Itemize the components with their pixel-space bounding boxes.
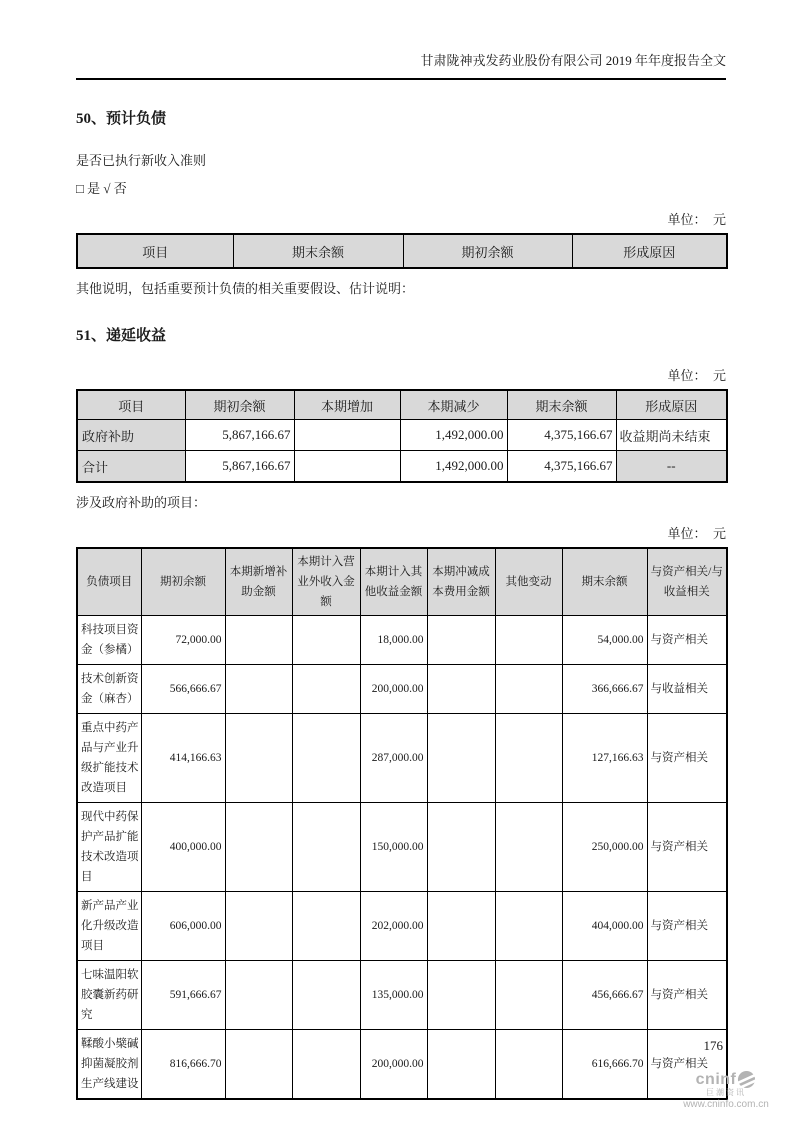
column-header-cost-offset: 本期冲减成本费用金额 (427, 548, 495, 616)
new-subsidy-cell (225, 892, 292, 961)
closing-balance-cell: 366,666.67 (562, 665, 647, 714)
non-operating-income-cell (292, 961, 360, 1030)
project-name-cell: 科技项目资金（参橘） (77, 616, 141, 665)
closing-balance-cell: 250,000.00 (562, 803, 647, 892)
other-changes-cell (495, 665, 562, 714)
cost-offset-cell (427, 892, 495, 961)
column-header-non-operating-income: 本期计入营业外收入金额 (292, 548, 360, 616)
government-subsidy-table (76, 547, 728, 1100)
non-operating-income-cell (292, 803, 360, 892)
other-income-cell: 18,000.00 (360, 616, 427, 665)
provisions-table-header-row (77, 234, 727, 268)
column-header-item: 项目 (77, 390, 185, 420)
decrease-cell: 1,492,000.00 (400, 451, 507, 483)
opening-balance-cell: 606,000.00 (141, 892, 225, 961)
unit-label-deferred: 单位： 元 (667, 368, 726, 383)
new-subsidy-cell (225, 1030, 292, 1100)
new-subsidy-cell (225, 803, 292, 892)
column-header-closing-balance: 期末余额 (562, 548, 647, 616)
other-changes-cell (495, 892, 562, 961)
unit-label-subsidy: 单位： 元 (667, 526, 726, 541)
section-50-title: 50、预计负债 (76, 111, 167, 127)
table-row (77, 1030, 727, 1100)
relation-cell: 与资产相关 (647, 1030, 727, 1100)
column-header-increase: 本期增加 (294, 390, 400, 420)
page-number: 176 (703, 1038, 723, 1053)
increase-cell (294, 451, 400, 483)
table-row (77, 714, 727, 803)
column-header-opening-balance: 期初余额 (185, 390, 294, 420)
column-header-reason: 形成原因 (572, 234, 727, 268)
other-income-cell: 200,000.00 (360, 1030, 427, 1100)
table-row (77, 665, 727, 714)
column-header-decrease: 本期减少 (400, 390, 507, 420)
table-row (77, 961, 727, 1030)
closing-balance-cell: 4,375,166.67 (507, 451, 616, 483)
column-header-opening-balance: 期初余额 (403, 234, 572, 268)
column-header-closing-balance: 期末余额 (507, 390, 616, 420)
column-header-other-changes: 其他变动 (495, 548, 562, 616)
cost-offset-cell (427, 616, 495, 665)
non-operating-income-cell (292, 616, 360, 665)
provisions-note: 其他说明，包括重要预计负债的相关重要假设、估计说明： (76, 281, 415, 296)
unit-label-provisions: 单位： 元 (667, 212, 726, 227)
opening-balance-cell: 591,666.67 (141, 961, 225, 1030)
report-header-title: 甘肃陇神戎发药业股份有限公司 2019 年年度报告全文 (420, 53, 726, 68)
opening-balance-cell: 5,867,166.67 (185, 420, 294, 451)
other-changes-cell (495, 803, 562, 892)
cost-offset-cell (427, 665, 495, 714)
project-name-cell: 七味温阳软胶囊新药研究 (77, 961, 141, 1030)
reason-cell: 收益期尚未结束 (616, 420, 727, 451)
cninfo-brand-text: cninf (695, 1070, 737, 1088)
project-name-cell: 重点中药产品与产业升级扩能技术改造项目 (77, 714, 141, 803)
deferred-income-table (76, 389, 728, 483)
opening-balance-cell: 72,000.00 (141, 616, 225, 665)
project-name-cell: 技术创新资金（麻杏） (77, 665, 141, 714)
row-label: 政府补助 (77, 420, 185, 451)
other-income-cell: 150,000.00 (360, 803, 427, 892)
relation-cell: 与收益相关 (647, 665, 727, 714)
other-changes-cell (495, 616, 562, 665)
subsidy-caption: 涉及政府补助的项目： (76, 495, 207, 510)
cninfo-brand-row (667, 1070, 785, 1089)
non-operating-income-cell (292, 1030, 360, 1100)
non-operating-income-cell (292, 714, 360, 803)
other-changes-cell (495, 961, 562, 1030)
cost-offset-cell (427, 1030, 495, 1100)
column-header-liability-item: 负债项目 (77, 548, 141, 616)
other-income-cell: 200,000.00 (360, 665, 427, 714)
cost-offset-cell (427, 714, 495, 803)
relation-cell: 与资产相关 (647, 616, 727, 665)
column-header-opening-balance: 期初余额 (141, 548, 225, 616)
table-row (77, 892, 727, 961)
subsidy-table-header-row (77, 548, 727, 616)
closing-balance-cell: 404,000.00 (562, 892, 647, 961)
report-header (76, 50, 726, 80)
other-changes-cell (495, 714, 562, 803)
opening-balance-cell: 816,666.70 (141, 1030, 225, 1100)
column-header-item: 项目 (77, 234, 233, 268)
cninfo-swirl-icon (737, 1070, 756, 1089)
reason-cell: -- (616, 451, 727, 483)
cninfo-url: www.cninfo.com.cn (683, 1099, 769, 1110)
closing-balance-cell: 127,166.63 (562, 714, 647, 803)
column-header-closing-balance: 期末余额 (233, 234, 403, 268)
table-row-government-subsidy (77, 420, 727, 451)
column-header-reason: 形成原因 (616, 390, 727, 420)
project-name-cell: 现代中药保护产品扩能技术改造项目 (77, 803, 141, 892)
relation-cell: 与资产相关 (647, 714, 727, 803)
row-label: 合计 (77, 451, 185, 483)
closing-balance-cell: 54,000.00 (562, 616, 647, 665)
opening-balance-cell: 566,666.67 (141, 665, 225, 714)
new-revenue-standard-question: 是否已执行新收入准则 (76, 153, 207, 168)
decrease-cell: 1,492,000.00 (400, 420, 507, 451)
relation-cell: 与资产相关 (647, 961, 727, 1030)
closing-balance-cell: 616,666.70 (562, 1030, 647, 1100)
closing-balance-cell: 4,375,166.67 (507, 420, 616, 451)
opening-balance-cell: 400,000.00 (141, 803, 225, 892)
increase-cell (294, 420, 400, 451)
opening-balance-cell: 5,867,166.67 (185, 451, 294, 483)
table-row-total (77, 451, 727, 483)
project-name-cell: 新产品产业化升级改造项目 (77, 892, 141, 961)
new-subsidy-cell (225, 961, 292, 1030)
other-income-cell: 135,000.00 (360, 961, 427, 1030)
new-subsidy-cell (225, 616, 292, 665)
column-header-other-income: 本期计入其他收益金额 (360, 548, 427, 616)
new-subsidy-cell (225, 714, 292, 803)
project-name-cell: 鞣酸小檗碱抑菌凝胶剂生产线建设 (77, 1030, 141, 1100)
column-header-new-subsidy: 本期新增补助金额 (225, 548, 292, 616)
other-income-cell: 287,000.00 (360, 714, 427, 803)
cost-offset-cell (427, 803, 495, 892)
column-header-asset-income-relation: 与资产相关/与收益相关 (647, 548, 727, 616)
section-51-title: 51、递延收益 (76, 328, 167, 344)
opening-balance-cell: 414,166.63 (141, 714, 225, 803)
new-subsidy-cell (225, 665, 292, 714)
other-changes-cell (495, 1030, 562, 1100)
relation-cell: 与资产相关 (647, 803, 727, 892)
deferred-table-header-row (77, 390, 727, 420)
relation-cell: 与资产相关 (647, 892, 727, 961)
cninfo-watermark (667, 1070, 785, 1110)
yes-no-options: □ 是 √ 否 (76, 181, 127, 196)
cost-offset-cell (427, 961, 495, 1030)
provisions-table (76, 233, 728, 269)
non-operating-income-cell (292, 665, 360, 714)
table-row (77, 803, 727, 892)
table-row (77, 616, 727, 665)
closing-balance-cell: 456,666.67 (562, 961, 647, 1030)
cninfo-chinese-name: 巨潮资讯 (706, 1088, 746, 1098)
other-income-cell: 202,000.00 (360, 892, 427, 961)
non-operating-income-cell (292, 892, 360, 961)
